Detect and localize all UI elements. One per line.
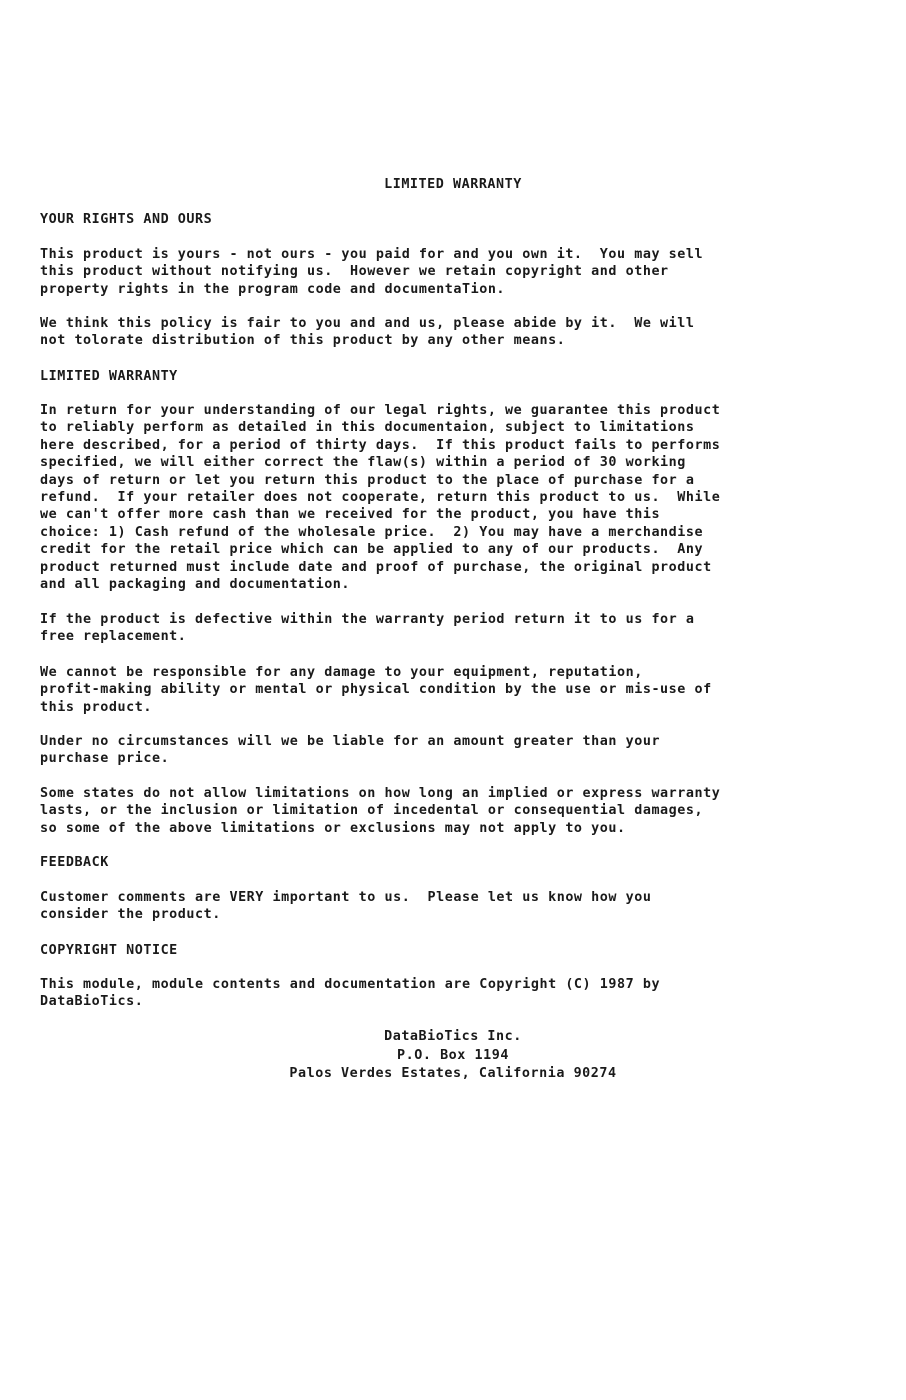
paragraph-feedback: Customer comments are VERY important to us. Please let us know how you consider the product.: [40, 890, 652, 923]
address-city-state-zip: Palos Verdes Estates, California 90274: [289, 1066, 617, 1081]
section-heading-warranty: LIMITED WARRANTY: [40, 369, 178, 384]
paragraph-warranty-terms: In return for your understanding of our legal rights, we guarantee this product to reliably perform as detailed in this documentaion, subject to limitations here described, for a period of thirty days. If this product fails to performs specified, we will either correct the flaw(s) within a period of 30 working days of return or let you return this product to the place of purchase for a refund. If your retailer does not cooperate, return this product to us. While we can't offer more cash than we received for the product, you have this choice: 1) Cash refund of the wholesale price. 2) You may have a merchandise credit for the retail price which can be applied to any of our products. Any product returned must include date and proof of purchase, the original product and all packaging and documentation.: [40, 403, 721, 593]
paragraph-responsibility: We cannot be responsible for any damage to your equipment, reputation, profit-making ability or mental or physical condition by the use or mis-use of this product.: [40, 665, 712, 715]
document-title: LIMITED WARRANTY: [384, 177, 522, 192]
company-address: [0, 1028, 906, 1084]
paragraph-liability: Under no circumstances will we be liable for an amount greater than your purchase price.: [40, 734, 661, 767]
section-heading-rights: YOUR RIGHTS AND OURS: [40, 212, 213, 227]
address-po-box: P.O. Box 1194: [397, 1047, 509, 1063]
section-heading-copyright: COPYRIGHT NOTICE: [40, 943, 178, 958]
paragraph-ownership: This product is yours - not ours - you paid for and you own it. You may sell this product without notifying us. However we retain copyright and other property rights in the program code and documentaTion.: [40, 247, 704, 297]
paragraph-copyright: This module, module contents and documentation are Copyright (C) 1987 by DataBioTics.: [40, 977, 661, 1010]
paragraph-policy: We think this policy is fair to you and and us, please abide by it. We will not tolorate distribution of this product by any other means.: [40, 316, 695, 349]
paragraph-defective: If the product is defective within the warranty period return it to us for a free replacement.: [40, 612, 695, 645]
section-heading-feedback: FEEDBACK: [40, 855, 109, 870]
paragraph-state-limitations: Some states do not allow limitations on how long an implied or express warranty lasts, or the inclusion or limitation of incedental or consequential damages, so some of the above limitations or exclusions may not apply to you.: [40, 786, 721, 836]
address-company: DataBioTics Inc.: [384, 1029, 522, 1044]
